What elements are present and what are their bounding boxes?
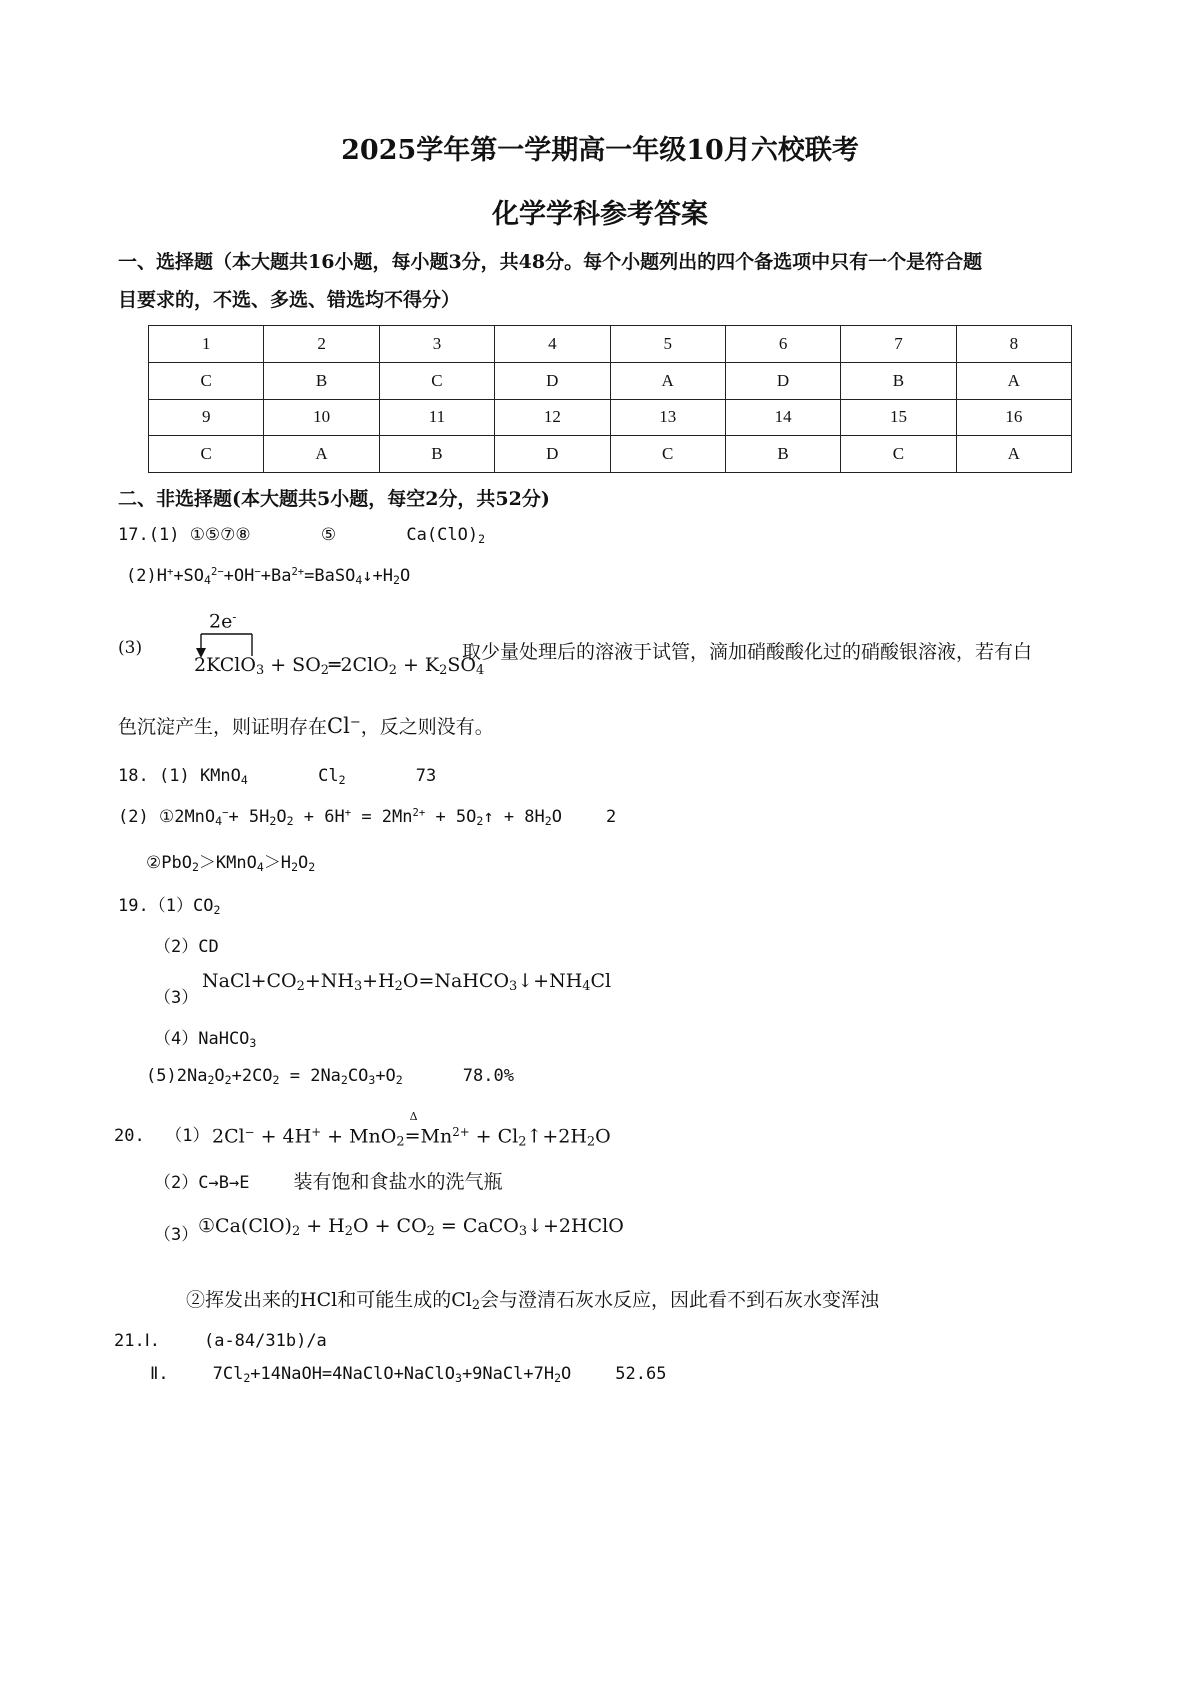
table-cell: B: [264, 362, 379, 399]
table-cell: C: [149, 436, 264, 473]
page-subtitle: 化学学科参考答案: [492, 199, 708, 230]
table-cell: 15: [841, 399, 956, 436]
q20-part1-label: [114, 1121, 209, 1146]
q18-number: 18.: [118, 766, 149, 786]
q19-p5-label: (5): [146, 1066, 177, 1086]
q17-number: 17.: [118, 525, 149, 545]
circled-one: ①: [198, 1215, 216, 1237]
circled-two: ②: [186, 1289, 206, 1311]
table-cell: A: [610, 362, 725, 399]
subscript: 2: [478, 531, 486, 546]
table-row: [149, 436, 1072, 473]
q18-p2-equation: ①2MnO$_4$−+ $5H_2O_2 + 6H^+ = 2Mn^{2+}$ + $5O_2↑ + 8H_2O$: [158, 807, 562, 828]
q19-part1: [118, 891, 220, 917]
q21-part1: [114, 1331, 327, 1351]
table-row: [149, 326, 1072, 363]
q20-part2: [154, 1167, 502, 1194]
table-cell: D: [495, 436, 610, 473]
q17-p3-text-a: 色沉淀产生，则证明存在: [118, 716, 328, 738]
q17-part1: [118, 525, 485, 546]
q19-part2: （2）CD: [154, 937, 219, 957]
q21-number: 21.: [114, 1331, 145, 1351]
q17-p1-answer-c: Ca(ClO): [406, 525, 479, 545]
q20-p3-explanation: [186, 1285, 879, 1313]
table-cell: 1: [149, 326, 264, 363]
q17-p3-equation: 2KClO$_3$ + $SO_2═2ClO_2 + K_2SO_4$: [194, 654, 485, 679]
q20-p1-equation: 2Cl− + 4H+ + MnO$_2$ Δ $=Mn^{2+}$ + $Cl_2↑+2H_2O$: [212, 1110, 611, 1150]
table-cell: B: [379, 436, 494, 473]
q18-part2: [118, 807, 616, 828]
chlorine-formula: $Cl_2$: [451, 1289, 481, 1314]
table-cell: C: [149, 362, 264, 399]
q18-oxidizer-order: $②PbO_2>KMnO_4>H_2O_2$: [146, 853, 316, 874]
table-cell: C: [841, 436, 956, 473]
q21-p2-value: 52.65: [615, 1364, 667, 1384]
q21-part2: [150, 1364, 666, 1385]
q17-p1-answer-b: ⑤: [320, 525, 337, 545]
superscript: -: [232, 610, 237, 624]
q19-p1: （1）CO: [148, 896, 214, 916]
q17-p3-label: (3): [118, 638, 143, 658]
q20-p2-label: （2）: [154, 1173, 199, 1193]
q19-p4: （4）NaHCO: [154, 1029, 250, 1049]
table-cell: 7: [841, 326, 956, 363]
electron-count: 2e: [209, 610, 233, 633]
q21-p1-value: (a-84/31b)/a: [203, 1331, 327, 1351]
q19-part5: [146, 1066, 514, 1087]
q17-p1-label: (1): [148, 525, 180, 545]
q19-p3-label: （3）: [154, 988, 199, 1008]
subscript: 3: [249, 1035, 257, 1050]
q20-p3-text-a: 挥发出来的HCl和可能生成的: [205, 1289, 452, 1311]
q19-p5-value: 78.0%: [462, 1066, 514, 1086]
q18-p1-answer-a: KMnO: [199, 766, 241, 786]
q17-p3-text-b: ，反之则没有。: [360, 716, 494, 738]
table-cell: 2: [264, 326, 379, 363]
q17-p3-text-line2: [118, 712, 494, 739]
heating-equals: Δ =: [404, 1110, 421, 1148]
q17-part2: [126, 566, 410, 587]
q19-part4: [154, 1024, 256, 1050]
q19-p5-equation: $2Na_2O_2+2CO_2 = 2Na_2CO_3+O_2$: [176, 1066, 403, 1087]
q20-number: 20.: [114, 1126, 145, 1146]
q21-p2-equation: $7Cl_2+14NaOH=4NaClO+NaClO_3+9NaCl+7H_2O$: [212, 1364, 572, 1385]
q18-p2-answer: 2: [605, 807, 617, 827]
answer-table: [148, 325, 1072, 473]
q18-p1-answer-c: 73: [415, 766, 437, 786]
q20-p3-equation: $①Ca(ClO)_2 + H_2O + CO_2$ = CaCO$_3$↓+2HClO: [198, 1215, 624, 1240]
section2-heading: 二、非选择题(本大题共5小题，每空2分，共52分): [118, 488, 550, 510]
q21-p1-label: Ⅰ.: [144, 1331, 160, 1351]
q21-p2-label: Ⅱ.: [150, 1364, 169, 1384]
table-cell: A: [264, 436, 379, 473]
table-cell: 11: [379, 399, 494, 436]
q18-p2-label: (2): [118, 807, 149, 827]
table-cell: 14: [725, 399, 840, 436]
table-cell: C: [610, 436, 725, 473]
chloride-ion: [327, 714, 361, 738]
table-cell: D: [495, 362, 610, 399]
q19-number: 19.: [118, 896, 149, 916]
q17-p3-text-line1: 取少量处理后的溶液于试管，滴加硝酸酸化过的硝酸银溶液，若有白: [462, 641, 1033, 663]
q20-p2-answer-b: 装有饱和食盐水的洗气瓶: [293, 1171, 503, 1193]
table-row: [149, 399, 1072, 436]
table-cell: 3: [379, 326, 494, 363]
table-cell: 16: [956, 399, 1071, 436]
q19-p3-equation: $NaCl+CO_2+NH_3+H_2O=NaHCO_3↓+NH_4Cl$: [202, 970, 612, 995]
delta-symbol: Δ: [409, 1110, 418, 1124]
table-cell: 9: [149, 399, 264, 436]
q18-p1-answer-b: Cl: [318, 766, 339, 786]
q20-p2-answer-a: C→B→E: [198, 1173, 250, 1193]
table-cell: 8: [956, 326, 1071, 363]
table-cell: B: [725, 436, 840, 473]
table-cell: 12: [495, 399, 610, 436]
q18-p1-label: (1): [158, 766, 190, 786]
subscript: 2: [213, 902, 221, 917]
table-cell: D: [725, 362, 840, 399]
table-cell: 5: [610, 326, 725, 363]
table-cell: 6: [725, 326, 840, 363]
superscript: −: [349, 714, 361, 730]
q18-part1: [118, 766, 436, 787]
q17-p2-equation: $H^++SO_4^{2-}+OH^-+Ba^{2+}=BaSO_4↓+H_2O$: [156, 566, 411, 587]
subscript: 2: [338, 772, 346, 787]
table-cell: C: [379, 362, 494, 399]
q20-p3-label: （3）: [154, 1225, 199, 1245]
electron-transfer-diagram: [194, 610, 485, 679]
q17-p1-answer-a: ①⑤⑦⑧: [189, 525, 251, 545]
table-cell: A: [956, 436, 1071, 473]
table-cell: A: [956, 362, 1071, 399]
page-title: 2025学年第一学期高一年级10月六校联考: [341, 135, 859, 166]
section1-heading-line2: 目要求的，不选、多选、错选均不得分）: [118, 289, 461, 311]
q20-p3-text-b: 会与澄清石灰水反应，因此看不到石灰水变浑浊: [480, 1289, 880, 1311]
table-cell: 4: [495, 326, 610, 363]
section1-heading-line1: 一、选择题（本大题共16小题，每小题3分，共48分。每个小题列出的四个备选项中只有一个是符合题: [118, 251, 983, 273]
electron-transfer-label: [209, 610, 236, 632]
table-cell: 10: [264, 399, 379, 436]
q20-p1-label: （1）: [165, 1126, 210, 1146]
q17-p2-label: (2): [126, 566, 157, 586]
chloride-symbol: Cl: [327, 714, 350, 738]
table-cell: B: [841, 362, 956, 399]
subscript: 4: [240, 772, 248, 787]
table-cell: 13: [610, 399, 725, 436]
table-row: [149, 362, 1072, 399]
